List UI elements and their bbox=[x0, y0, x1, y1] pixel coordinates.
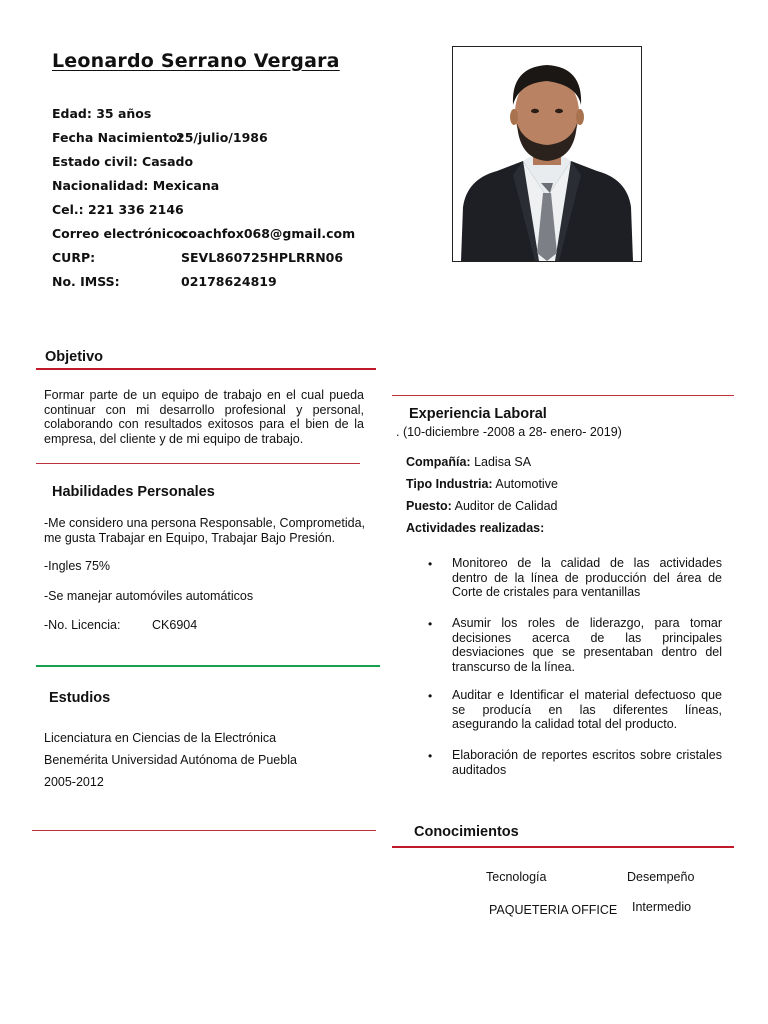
actividad-3: Auditar e Identificar el material defectuoso que se producía en las diferentes líneas, asegurando la calidad total del producto. bbox=[452, 688, 722, 732]
puesto-value: Auditor de Calidad bbox=[454, 499, 558, 513]
nationality: Nacionalidad: Mexicana bbox=[52, 178, 220, 193]
col-tecnologia: Tecnología bbox=[486, 870, 547, 884]
compania-label: Compañía: bbox=[406, 455, 471, 469]
habilidad-3: -Se manejar automóviles automáticos bbox=[44, 589, 254, 603]
curp-label: CURP: bbox=[52, 250, 96, 265]
bullet-dot: • bbox=[428, 557, 433, 571]
email-label: Correo electrónico: bbox=[52, 226, 188, 241]
habilidades-divider bbox=[36, 665, 380, 667]
industria-value: Automotive bbox=[495, 477, 558, 491]
industria-label: Tipo Industria: bbox=[406, 477, 493, 491]
industria-row bbox=[406, 477, 558, 491]
estudios-divider bbox=[32, 830, 376, 831]
portrait-illustration bbox=[453, 47, 641, 261]
level-intermedio: Intermedio bbox=[632, 900, 692, 914]
bullet-dot: • bbox=[428, 689, 433, 703]
conocimientos-divider bbox=[392, 846, 734, 848]
curp-value: SEVL860725HPLRRN06 bbox=[181, 250, 344, 265]
carrera: Licenciatura en Ciencias de la Electrónica bbox=[44, 731, 277, 745]
estudios-heading: Estudios bbox=[49, 690, 111, 706]
imss-label: No. IMSS: bbox=[52, 274, 120, 289]
experiencia-top-divider bbox=[392, 395, 734, 396]
estudios-periodo: 2005-2012 bbox=[44, 775, 104, 789]
col-desempeno: Desempeño bbox=[627, 870, 695, 884]
licencia-label: -No. Licencia: bbox=[44, 618, 121, 632]
actividad-2: Asumir los roles de liderazgo, para tomar decisiones acerca de las principales desviaciones que se presentaban dentro del transcurso de la línea. bbox=[452, 616, 722, 674]
bullet-dot: • bbox=[428, 749, 433, 763]
actividad-4: Elaboración de reportes escritos sobre cristales auditados bbox=[452, 748, 722, 777]
licencia-value: CK6904 bbox=[152, 618, 198, 632]
actividades-label: Actividades realizadas: bbox=[406, 521, 545, 535]
conocimientos-heading: Conocimientos bbox=[414, 824, 519, 840]
compania-value: Ladisa SA bbox=[474, 455, 532, 469]
puesto-label: Puesto: bbox=[406, 499, 452, 513]
actividad-1: Monitoreo de la calidad de las actividades dentro de la línea de producción del área de Corte de cristales para ventanillas bbox=[452, 556, 722, 600]
marital-status: Estado civil: Casado bbox=[52, 154, 194, 169]
objetivo-heading: Objetivo bbox=[45, 349, 104, 365]
habilidades-heading: Habilidades Personales bbox=[52, 484, 215, 500]
objetivo-divider bbox=[36, 368, 376, 370]
bullet-dot: • bbox=[428, 617, 433, 631]
experiencia-periodo: . (10-diciembre -2008 a 28- enero- 2019) bbox=[396, 425, 622, 439]
candidate-name: Leonardo Serrano Vergara bbox=[52, 50, 340, 72]
birthdate-value: 25/julio/1986 bbox=[176, 130, 268, 145]
habilidad-2: -Ingles 75% bbox=[44, 559, 111, 573]
universidad: Benemérita Universidad Autónoma de Puebla bbox=[44, 753, 297, 767]
imss-value: 02178624819 bbox=[181, 274, 277, 289]
profile-photo bbox=[452, 46, 642, 262]
puesto-row bbox=[406, 499, 558, 513]
phone: Cel.: 221 336 2146 bbox=[52, 202, 184, 217]
habilidad-1: -Me considero una persona Responsable, Comprometida, me gusta Trabajar en Equipo, Trabajar Bajo Presión. bbox=[44, 516, 366, 545]
tech-paqueteria: PAQUETERIA OFFICE bbox=[489, 903, 618, 917]
email-value: coachfox068@gmail.com bbox=[181, 226, 356, 241]
compania-row bbox=[406, 455, 531, 469]
objetivo-text: Formar parte de un equipo de trabajo en el cual pueda continuar con mi desarrollo profesional y personal, colaborando con resultados exitosos para el bien de la empresa, del cliente y de mi equipo de trabajo. bbox=[44, 388, 364, 446]
experiencia-heading: Experiencia Laboral bbox=[409, 406, 547, 422]
birthdate-label: Fecha Nacimiento: bbox=[52, 130, 183, 145]
objetivo-bottom-divider bbox=[36, 463, 360, 464]
age: Edad: 35 años bbox=[52, 106, 152, 121]
